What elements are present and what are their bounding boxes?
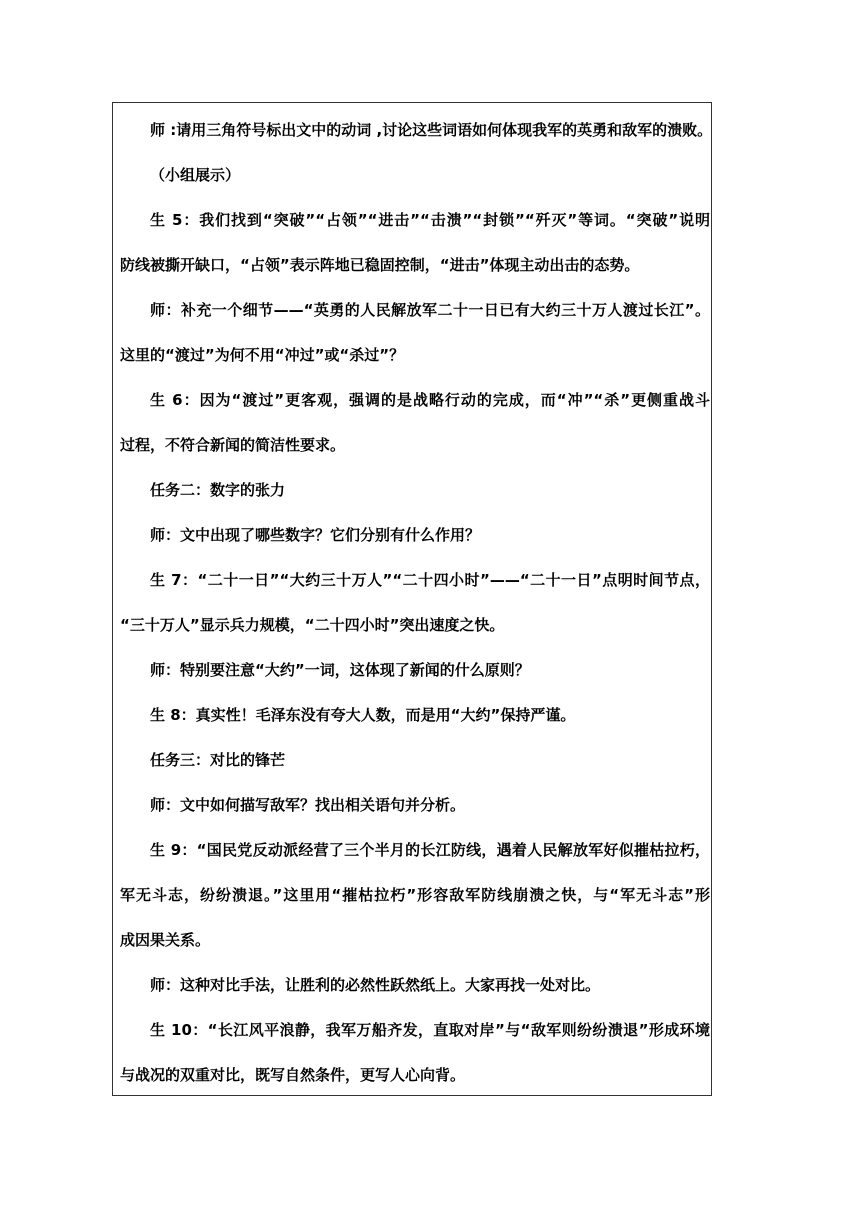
text-line-17: 生 9：“国民党反动派经营了三个半月的长江防线，遇着人民解放军好似摧枯拉朽， [150,841,710,859]
text-line-6: 这里的“渡过”为何不用“冲过”或“杀过”？ [120,346,405,364]
text-line-7: 生 6：因为“渡过”更客观，强调的是战略行动的完成，而“冲”“杀”更侧重战斗 [150,391,710,409]
text-line-22: 与战况的双重对比，既写自然条件，更写人心向背。 [120,1066,466,1084]
text-line-4: 防线被撕开缺口，“占领”表示阵地已稳固控制，“进击”体现主动出击的态势。 [120,256,640,274]
text-line-19: 成因果关系。 [120,931,211,949]
section-heading-task-3: 任务三：对比的锋芒 [150,751,286,769]
text-line-12: “三十万人”显示兵力规模，“二十四小时”突出速度之快。 [120,616,505,634]
text-line-1: 师 :请用三角符号标出文中的动词 ,讨论这些词语如何体现我军的英勇和敌军的溃败。 [150,121,713,139]
text-line-10: 师：文中出现了哪些数字？它们分别有什么作用？ [150,526,481,544]
text-line-3: 生 5：我们找到“突破”“占领”“进击”“击溃”“封锁”“歼灭”等词。“突破”说明 [150,211,710,229]
text-line-18: 军无斗志，纷纷溃退。”这里用“摧枯拉朽”形容敌军防线崩溃之快，与“军无斗志”形 [120,886,710,904]
text-line-20: 师：这种对比手法，让胜利的必然性跃然纸上。大家再找一处对比。 [150,976,601,994]
text-line-13: 师：特别要注意“大约”一词，这体现了新闻的什么原则？ [150,661,530,679]
text-line-21: 生 10：“长江风平浪静，我军万船齐发，直取对岸”与“敌军则纷纷溃退”形成环境 [150,1021,710,1039]
text-line-5: 师：补充一个细节——“英勇的人民解放军二十一日已有大约三十万人渡过长江”。 [150,301,710,319]
text-line-16: 师：文中如何描写敌军？找出相关语句并分析。 [150,796,466,814]
text-line-2: （小组展示） [150,166,241,184]
text-line-8: 过程，不符合新闻的简洁性要求。 [120,436,346,454]
text-line-14: 生 8：真实性！毛泽东没有夸大人数，而是用“大约”保持严谨。 [150,706,576,724]
section-heading-task-2: 任务二：数字的张力 [150,481,286,499]
text-line-11: 生 7：“二十一日”“大约三十万人”“二十四小时”——“二十一日”点明时间节点， [150,571,710,589]
